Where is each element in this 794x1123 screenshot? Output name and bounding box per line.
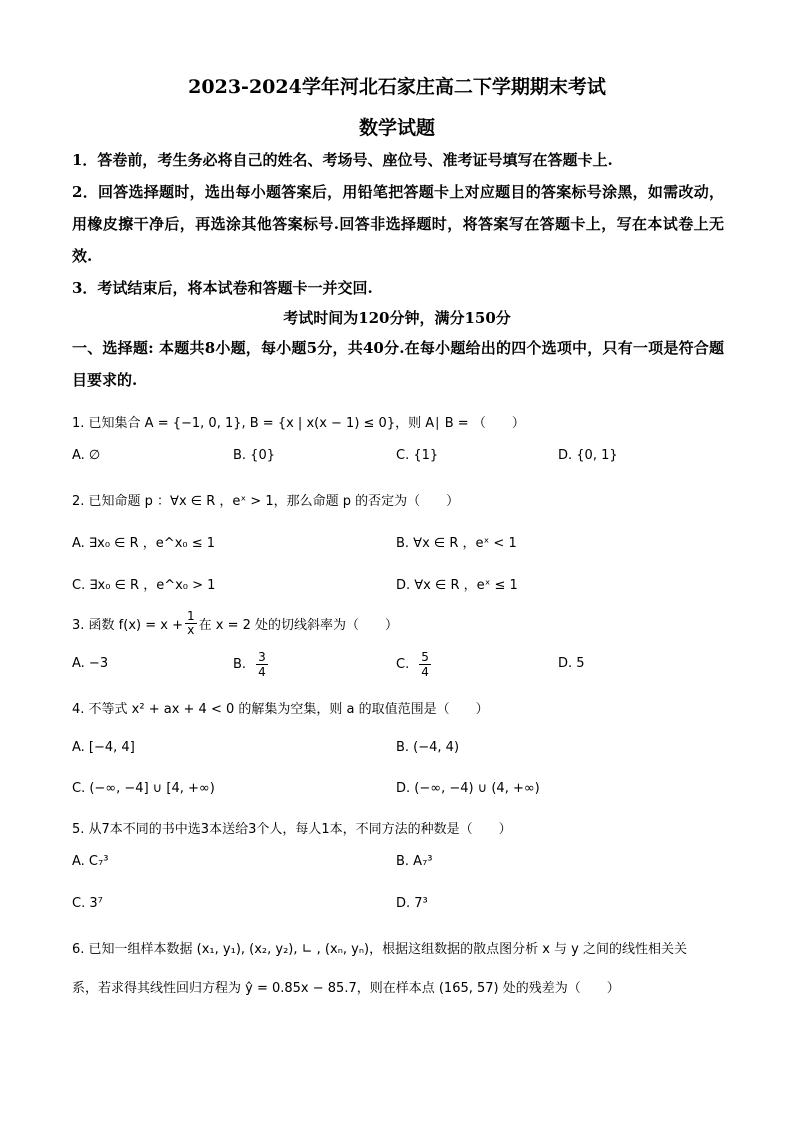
question-2-stem: 2. 已知命题 p ：∀x ∈ R ，eˣ > 1，那么命题 p 的否定为（ ） — [72, 494, 460, 509]
question-3-option-b-numerator: 3 — [258, 649, 266, 664]
question-3-stem-suffix: 在 x = 2 处的切线斜率为（ ） — [198, 617, 398, 633]
question-3-option-c-denominator: 4 — [421, 664, 429, 679]
question-1-option-a: A. ∅ — [72, 448, 101, 463]
question-3-option-b-fraction — [256, 650, 268, 679]
question-6-stem-line-1: 6. 已知一组样本数据 (x₁, y₁), (x₂, y₂), ∟ , (xₙ, yₙ)，根据这组数据的散点图分析 x 与 y 之间的线性相关关 — [72, 942, 687, 957]
question-4-option-d: D. (−∞, −4) ∪ (4, +∞) — [396, 781, 540, 796]
instruction-3: 3．考试结束后，将本试卷和答题卡一并交回. — [72, 279, 373, 297]
section-heading: 一、选择题: 本题共8小题，每小题5分，共40分.在每小题给出的四个选项中，只有一项是符合题目要求的. — [72, 339, 724, 389]
question-4-option-c: C. (−∞, −4] ∪ [4, +∞) — [72, 781, 215, 796]
question-4-option-a: A. [−4, 4] — [72, 740, 135, 755]
question-3-option-b — [233, 646, 268, 682]
question-1-option-d: D. {0, 1} — [558, 448, 618, 463]
question-3-option-c — [396, 646, 431, 682]
question-3-fraction-numerator: 1 — [186, 608, 195, 623]
page-subtitle: 数学试题 — [358, 117, 435, 139]
question-5-option-b: B. A₇³ — [396, 854, 433, 869]
question-3-stem-prefix: 3. 函数 f(x) = x + — [72, 617, 183, 633]
question-2-option-c: C. ∃x₀ ∈ R ，e^x₀ > 1 — [72, 578, 216, 593]
question-3-option-d: D. 5 — [558, 656, 585, 671]
question-2-option-b: B. ∀x ∈ R ，eˣ < 1 — [396, 536, 517, 551]
question-1-option-b: B. {0} — [233, 448, 275, 463]
question-3-option-c-numerator: 5 — [421, 649, 429, 664]
question-3-option-c-label: C. — [396, 656, 410, 672]
question-4-option-b: B. (−4, 4) — [396, 740, 460, 755]
question-3-stem — [72, 605, 398, 641]
question-4-stem: 4. 不等式 x² + ax + 4 < 0 的解集为空集，则 a 的取值范围是（ ） — [72, 702, 489, 717]
instruction-1: 1．答卷前，考生务必将自己的姓名、考场号、座位号、准考证号填写在答题卡上. — [72, 151, 613, 169]
question-5-stem: 5. 从7本不同的书中选3本送给3个人，每人1本，不同方法的种数是（ ） — [72, 822, 512, 837]
page-title: 2023-2024学年河北石家庄高二下学期期末考试 — [188, 76, 606, 98]
question-5-option-a: A. C₇³ — [72, 854, 109, 869]
instruction-2: 2．回答选择题时，选出每小题答案后，用铅笔把答题卡上对应题目的答案标号涂黑，如需改动，用橡皮擦干净后，再选涂其他答案标号.回答非选择题时，将答案写在答题卡上，写在本试卷上无效. — [72, 183, 724, 265]
question-2-option-d: D. ∀x ∈ R ，eˣ ≤ 1 — [396, 578, 518, 593]
question-2-option-a: A. ∃x₀ ∈ R ，e^x₀ ≤ 1 — [72, 536, 216, 551]
exam-time: 考试时间为120分钟，满分150分 — [283, 309, 511, 327]
question-3-option-b-label: B. — [233, 656, 247, 672]
question-3-option-b-denominator: 4 — [258, 664, 266, 679]
question-3-fraction-denominator: x — [187, 622, 195, 637]
question-3-option-a: A. −3 — [72, 656, 109, 671]
question-5-option-c: C. 3⁷ — [72, 896, 103, 911]
question-3-fraction — [185, 610, 197, 637]
question-1-option-c: C. {1} — [396, 448, 439, 463]
question-3-option-c-fraction — [419, 650, 431, 679]
question-1-stem: 1. 已知集合 A = {−1, 0, 1}, B = {x | x(x − 1) ≤ 0}，则 A∣ B = （ ） — [72, 416, 525, 431]
question-5-option-d: D. 7³ — [396, 896, 428, 911]
question-6-stem-line-2: 系，若求得其线性回归方程为 ŷ = 0.85x − 85.7，则在样本点 (165, 57) 处的残差为（ ） — [72, 981, 620, 996]
